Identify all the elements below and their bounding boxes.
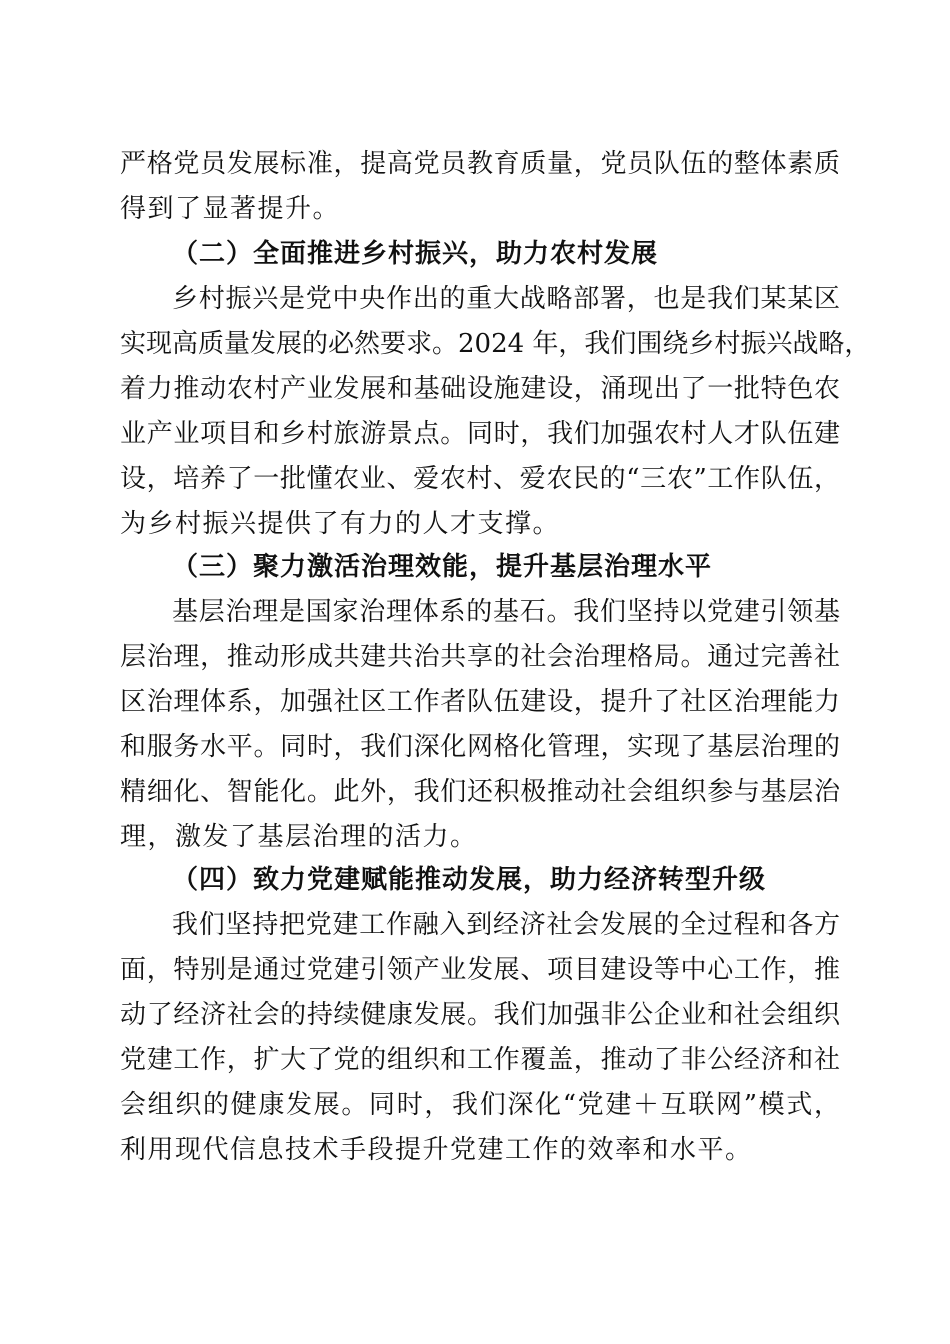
paragraph-line: 理，激发了基层治理的活力。 <box>120 822 478 852</box>
paragraph-line: 着力推动农村产业发展和基础设施建设，涌现出了一批特色农 <box>120 374 840 404</box>
paragraph-line: 设，培养了一批懂农业、爱农村、爱农民的“三农”工作队伍， <box>120 464 840 494</box>
section-heading: （三）聚力激活治理效能，提升基层治理水平 <box>172 552 713 582</box>
paragraph-line: 得到了显著提升。 <box>120 194 341 224</box>
paragraph-line: 乡村振兴是党中央作出的重大战略部署，也是我们某某区 <box>172 284 840 314</box>
paragraph-line: 动了经济社会的持续健康发展。我们加强非公企业和社会组织 <box>120 1000 840 1030</box>
paragraph-line: 会组织的健康发展。同时，我们深化“党建＋互联网”模式， <box>120 1090 840 1120</box>
paragraph-line: 层治理，推动形成共建共治共享的社会治理格局。通过完善社 <box>120 642 840 672</box>
paragraph-line: 利用现代信息技术手段提升党建工作的效率和水平。 <box>120 1135 753 1165</box>
paragraph-line: 严格党员发展标准，提高党员教育质量，党员队伍的整体素质 <box>120 149 840 179</box>
paragraph-line: 面，特别是通过党建引领产业发展、项目建设等中心工作，推 <box>120 955 840 985</box>
paragraph-line: 区治理体系，加强社区工作者队伍建设，提升了社区治理能力 <box>120 687 840 717</box>
paragraph-line: 实现高质量发展的必然要求。2024 年，我们围绕乡村振兴战略， <box>120 329 871 359</box>
paragraph-line: 精细化、智能化。此外，我们还积极推动社会组织参与基层治 <box>120 777 840 807</box>
paragraph-line: 和服务水平。同时，我们深化网格化管理，实现了基层治理的 <box>120 732 840 762</box>
section-heading: （四）致力党建赋能推动发展，助力经济转型升级 <box>172 865 767 895</box>
paragraph-line: 为乡村振兴提供了有力的人才支撑。 <box>120 509 561 539</box>
section-heading: （二）全面推进乡村振兴，助力农村发展 <box>172 239 659 269</box>
paragraph-line: 我们坚持把党建工作融入到经济社会发展的全过程和各方 <box>172 910 840 940</box>
paragraph-line: 业产业项目和乡村旅游景点。同时，我们加强农村人才队伍建 <box>120 419 840 449</box>
paragraph-line: 基层治理是国家治理体系的基石。我们坚持以党建引领基 <box>172 597 840 627</box>
paragraph-line: 党建工作，扩大了党的组织和工作覆盖，推动了非公经济和社 <box>120 1045 840 1075</box>
